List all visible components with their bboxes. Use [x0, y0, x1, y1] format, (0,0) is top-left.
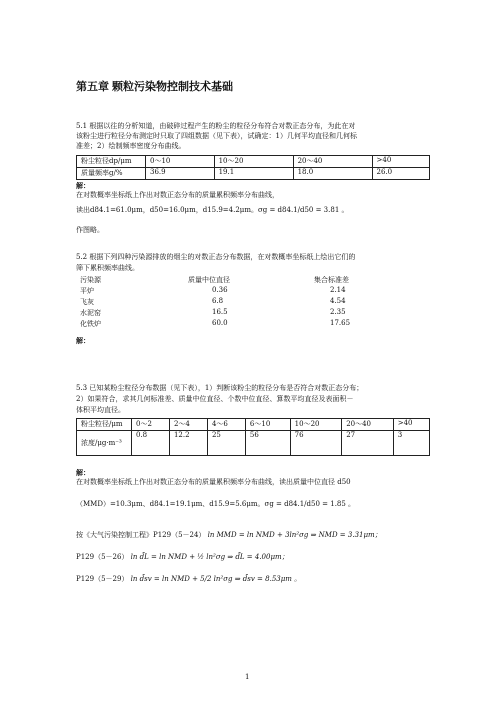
page-number: 1: [245, 673, 250, 681]
table-row: [76, 286, 354, 297]
table-row: [76, 319, 354, 330]
q3-table: [76, 418, 430, 456]
q2-r0-src: 平炉: [80, 287, 94, 295]
q2-r2-src: 水泥窑: [80, 309, 101, 317]
q3-sol4-prefix: P129（5－26）: [76, 553, 129, 561]
q1-solution-label: 解：: [76, 181, 90, 190]
q3-line2: 2）如果符合，求其几何标准差、质量中位直径、个数中位直径、算数平均直径及表面积－: [76, 395, 354, 403]
q3-sol5-equation: ln d̄sv = ln NMD + 5/2 ln²σg ⇒ d̄sv = 8.53μm 。: [130, 575, 302, 583]
q3-line1: 5.3 已知某粉尘粒径分布数据（见下表），1）判断该粉尘的粒径分布是否符合对数正态分布；: [76, 384, 364, 392]
table-row: [77, 168, 430, 180]
q2-r2-sig: 2.35: [330, 308, 346, 316]
table-row: [77, 431, 430, 456]
q3-v6: 3: [393, 431, 429, 456]
q2-r1-sig: 4.54: [330, 297, 346, 305]
table-row: [77, 156, 430, 168]
q2-r3-mmd: 60.0: [212, 319, 228, 327]
q2-col-source: 污染源: [80, 276, 101, 284]
q1-v3: 26.0: [372, 168, 429, 180]
table-row: [77, 419, 430, 431]
q3-h5: 20～40: [342, 419, 394, 431]
table-row: [76, 297, 354, 308]
q3-v4: 76: [290, 431, 342, 456]
q3-v5: 27: [342, 431, 394, 456]
q1-h2: 20～40: [293, 156, 372, 168]
q1-table: [76, 155, 430, 180]
q3-sol4: [76, 553, 289, 563]
q1-h1: 10～20: [214, 156, 293, 168]
table-row: [76, 308, 354, 319]
q1-h3: >40: [372, 156, 429, 168]
q3-h2: 4～6: [207, 419, 245, 431]
q3-sol4-equation: ln d̄L = ln NMD + ½ ln²σg ⇒ d̄L = 4.00μm；: [130, 553, 289, 561]
q3-h1: 2～4: [169, 419, 207, 431]
q2-col-mmd: 质量中位直径: [188, 276, 230, 284]
q2-line1: 5.2 根据下列四种污染源排放的烟尘的对数正态分布数据，在对数概率坐标纸上绘出它们的: [76, 253, 356, 261]
q2-r1-src: 飞灰: [80, 298, 94, 306]
q1-header-label: 粉尘粒径dp/μm: [77, 156, 146, 168]
q3-h0: 0～2: [132, 419, 170, 431]
q2-solution-label: 解：: [76, 336, 90, 345]
q3-solution-label: 解：: [76, 468, 90, 477]
q1-sol1: 在对数概率坐标纸上作出对数正态分布的质量累积频率分布曲线，: [76, 191, 279, 199]
q3-v2: 25: [207, 431, 245, 456]
q3-sol5: [76, 575, 301, 585]
q3-sol3-prefix: 按《大气污染控制工程》P129（5－24）: [76, 531, 206, 539]
chapter-title: 第五章 颗粒污染物控制技术基础: [76, 81, 234, 93]
q1-line1: 5.1 根据以往的分析知道，由破碎过程产生的粉尘的粒径分布符合对数正态分布，为此在对: [76, 122, 356, 130]
q3-sol3: [76, 531, 382, 541]
q1-row-label: 质量频率g/%: [77, 168, 146, 180]
q2-r0-mmd: 0.36: [212, 286, 228, 294]
q2-r1-mmd: 6.8: [212, 297, 224, 305]
q3-h4: 10～20: [290, 419, 342, 431]
q3-v1: 12.2: [169, 431, 207, 456]
q1-line2: 该粉尘进行粒径分布测定时只取了四组数据（见下表），试确定：1）几何平均直径和几何标: [76, 132, 357, 140]
q2-r3-src: 化铁炉: [80, 320, 101, 328]
q2-r3-sig: 17.65: [330, 319, 351, 327]
q2-list: [76, 275, 354, 330]
q3-header-label: 粉尘粒径/μm: [77, 419, 132, 431]
q3-sol2: （MMD）=10.3μm、d84.1=19.1μm、d15.9=5.6μm。σg = d84.1/d50 = 1.85 。: [76, 500, 356, 508]
q3-v3: 56: [245, 431, 290, 456]
q3-h6: >40: [393, 419, 429, 431]
q1-v0: 36.9: [146, 168, 215, 180]
q3-sol1: 在对数概率坐标纸上作出对数正态分布的质量累积频率分布曲线，读出质量中位直径 d50: [76, 478, 351, 486]
q2-r2-mmd: 16.5: [212, 308, 228, 316]
q3-row-label: 浓度/μg·m⁻³: [77, 431, 132, 456]
q3-sol5-prefix: P129（5－29）: [76, 575, 129, 583]
q3-v0: 0.8: [132, 431, 170, 456]
table-row: [76, 275, 354, 286]
q1-v2: 18.0: [293, 168, 372, 180]
q3-h3: 6～10: [245, 419, 290, 431]
q3-sol3-equation: ln MMD = ln NMD + 3ln²σg ⇒ NMD = 3.31μm；: [207, 531, 382, 539]
q1-h0: 0～10: [146, 156, 215, 168]
q1-line3: 准差；2）绘制频率密度分布曲线。: [76, 142, 186, 150]
q2-line2: 筛下累积频率曲线。: [76, 264, 139, 272]
q1-sol2: 读出d84.1=61.0μm，d50=16.0μm，d15.9=4.2μm。σg = d84.1/d50 = 3.81 。: [76, 206, 349, 214]
q2-col-sigma: 集合标准差: [314, 276, 349, 284]
q3-line3: 体积平均直径。: [76, 406, 125, 414]
q1-v1: 19.1: [214, 168, 293, 180]
q1-sol3: 作图略。: [76, 226, 104, 234]
q2-r0-sig: 2.14: [330, 286, 346, 294]
